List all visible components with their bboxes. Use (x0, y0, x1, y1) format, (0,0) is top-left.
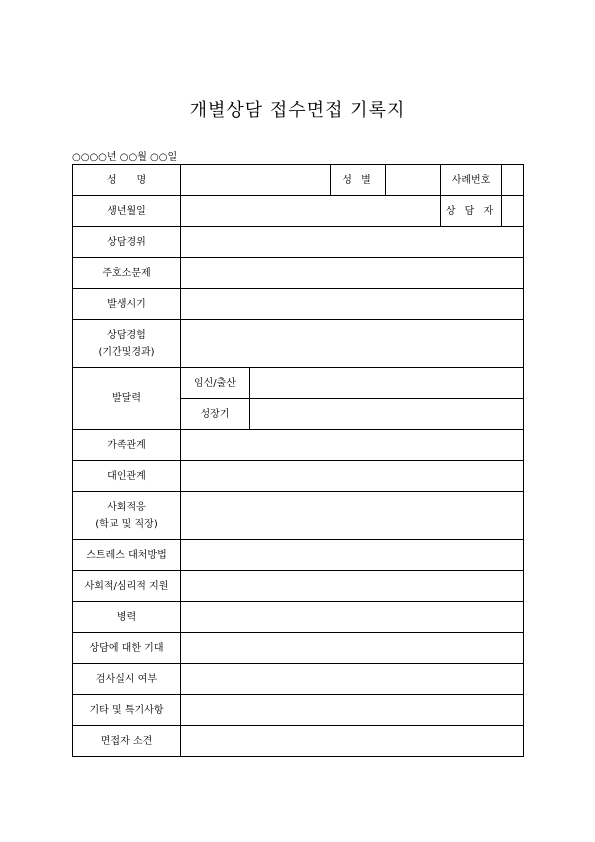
other-label: 기타 및 특기사항 (73, 695, 181, 726)
birthdate-field[interactable] (181, 196, 441, 227)
experience-label-line2: (기간및경과) (98, 346, 155, 358)
onset-label: 발생시기 (73, 289, 181, 320)
case-number-label: 사례번호 (441, 165, 502, 196)
test-label: 검사실시 여부 (73, 664, 181, 695)
growth-field[interactable] (250, 399, 524, 430)
interpersonal-field[interactable] (181, 461, 524, 492)
row-main-complaint (73, 258, 524, 289)
case-number-field[interactable] (502, 165, 524, 196)
pregnancy-field[interactable] (250, 368, 524, 399)
row-support (73, 571, 524, 602)
growth-label: 성장기 (181, 399, 250, 430)
row-interviewer (73, 726, 524, 757)
row-expectation (73, 633, 524, 664)
row-medical (73, 602, 524, 633)
row-experience (73, 320, 524, 368)
row-other (73, 695, 524, 726)
interpersonal-label: 대인관계 (73, 461, 181, 492)
row-test (73, 664, 524, 695)
pregnancy-label: 임신/출산 (181, 368, 250, 399)
medical-field[interactable] (181, 602, 524, 633)
stress-field[interactable] (181, 540, 524, 571)
row-family (73, 430, 524, 461)
social-adapt-field[interactable] (181, 492, 524, 540)
experience-label (73, 320, 181, 368)
development-label: 발달력 (73, 368, 181, 430)
test-field[interactable] (181, 664, 524, 695)
row-stress (73, 540, 524, 571)
row-interpersonal (73, 461, 524, 492)
row-onset (73, 289, 524, 320)
medical-label: 병력 (73, 602, 181, 633)
expectation-label: 상담에 대한 기대 (73, 633, 181, 664)
onset-field[interactable] (181, 289, 524, 320)
support-field[interactable] (181, 571, 524, 602)
birthdate-label: 생년월일 (73, 196, 181, 227)
family-field[interactable] (181, 430, 524, 461)
social-adapt-label (73, 492, 181, 540)
document-title: 개별상담 접수면접 기록지 (189, 100, 406, 121)
row-name (73, 165, 524, 196)
row-counseling-route (73, 227, 524, 258)
main-complaint-field[interactable] (181, 258, 524, 289)
social-adapt-label-line2: (학교 및 직장) (95, 518, 158, 530)
name-field[interactable] (181, 165, 331, 196)
other-field[interactable] (181, 695, 524, 726)
date-line: ○○○○년 ○○월 ○○일 (72, 152, 178, 163)
experience-label-line1: 상담경험 (107, 329, 146, 341)
support-label: 사회적/심리적 지원 (73, 571, 181, 602)
social-adapt-label-line1: 사회적응 (107, 501, 146, 513)
experience-field[interactable] (181, 320, 524, 368)
counseling-route-label: 상담경위 (73, 227, 181, 258)
expectation-field[interactable] (181, 633, 524, 664)
row-development-pregnancy (73, 368, 524, 399)
row-social-adapt (73, 492, 524, 540)
counselor-field[interactable] (502, 196, 524, 227)
gender-field[interactable] (386, 165, 441, 196)
interviewer-label: 면접자 소견 (73, 726, 181, 757)
family-label: 가족관계 (73, 430, 181, 461)
name-label: 성 명 (73, 165, 181, 196)
stress-label: 스트레스 대처방법 (73, 540, 181, 571)
main-complaint-label: 주호소문제 (73, 258, 181, 289)
counseling-route-field[interactable] (181, 227, 524, 258)
intake-form-table (72, 164, 524, 757)
counselor-label: 상 담 자 (441, 196, 502, 227)
gender-label: 성 별 (331, 165, 386, 196)
interviewer-field[interactable] (181, 726, 524, 757)
row-birthdate (73, 196, 524, 227)
